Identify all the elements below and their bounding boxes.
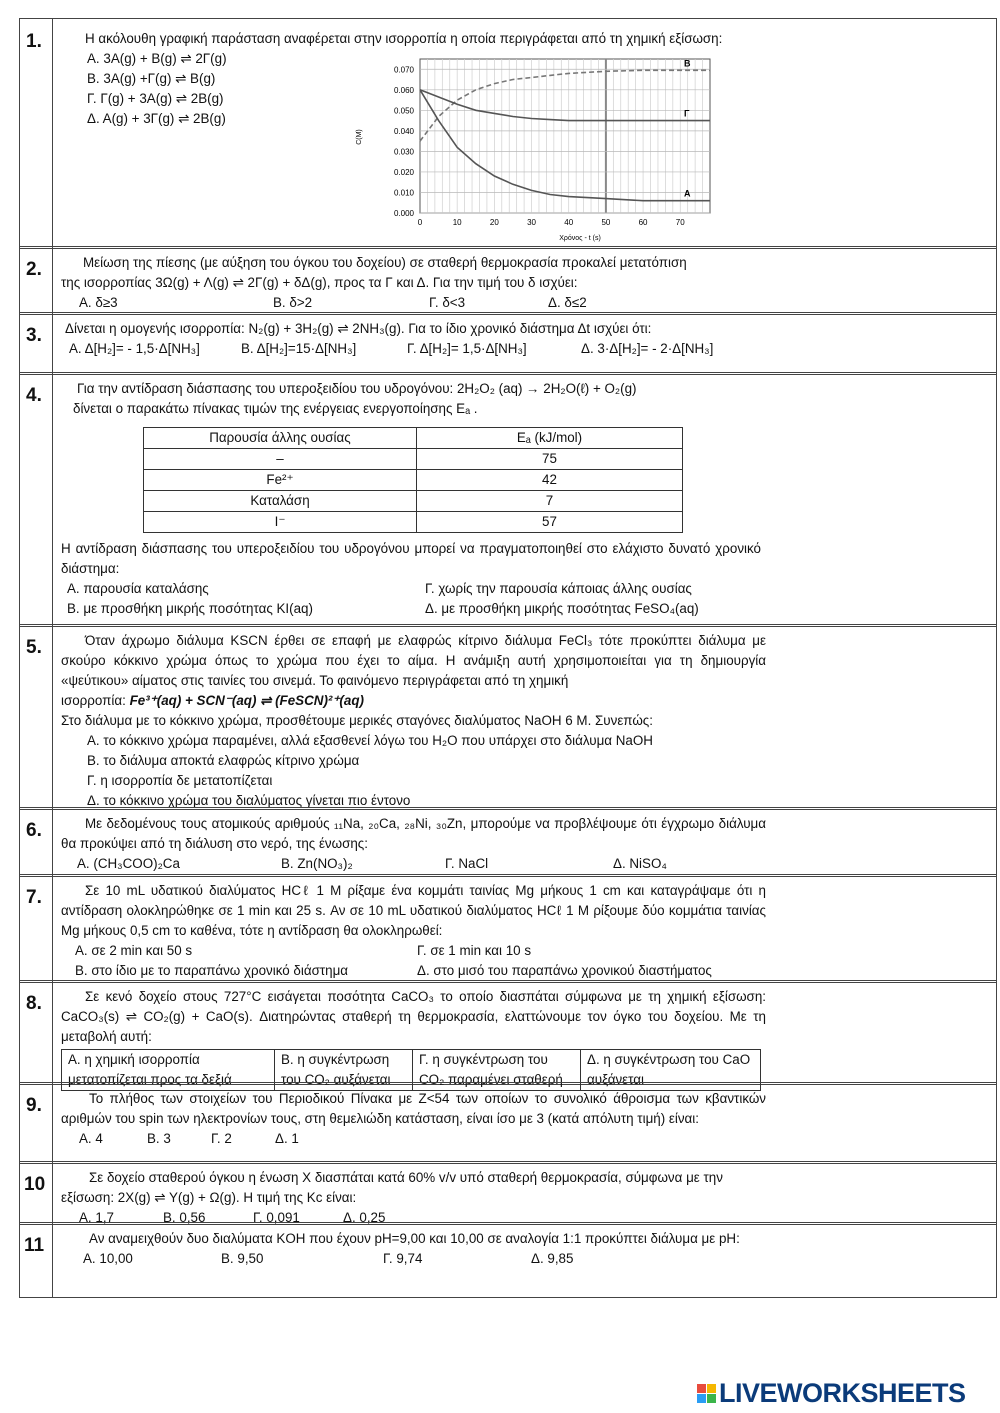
option[interactable]: Α. σε 2 min και 50 s [75,943,193,958]
option[interactable]: Δ. 9,85 [531,1251,574,1266]
table-header: Eₐ (kJ/mol) [417,428,683,449]
x-tick-label: 0 [417,218,423,227]
option[interactable]: Γ. 2 [211,1131,232,1146]
question-text: Στο διάλυμα με το κόκκινο χρώμα, προσθέτουμε μερικές σταγόνες διαλύματος NaOH 6 M. Συνεπώς: [61,713,653,728]
option[interactable]: Γ. η συγκέντρωση του CO₂ παραμένει σταθερή [413,1050,581,1091]
question-number: 3. [20,313,53,374]
option[interactable]: Β. δ>2 [273,295,313,310]
option[interactable]: Β. με προσθήκη μικρής ποσότητας KI(aq) [67,601,313,616]
table-row: I⁻ 57 [144,512,683,533]
question-number: 2. [20,247,53,314]
option[interactable]: Γ. σε 1 min και 10 s [417,943,532,958]
x-axis-label: Χρόνος - t (s) [559,235,601,242]
x-tick-label: 60 [638,218,648,227]
question-text: Το πλήθος των στοιχείων του Περιοδικού Πίνακα με Z<54 των οποίων το συνολικό άθροισμα των κβαντικών αριθμών του spin των ηλεκτρονίων τους, στη θεμελιώδη κατάσταση, είναι ίσο με 3 (κατά απόλυτη τιμή) είναι: [61,1091,766,1126]
x-tick-label: 50 [601,218,611,227]
question-number: 6. [20,808,53,876]
question-text: Δίνεται η ομογενής ισορροπία: N₂(g) + 3H₂(g) ⇌ 2NH₃(g). Για το ίδιο χρονικό διάστημα Δt ισχύει ότι: [65,321,652,336]
logo-icon [697,1384,716,1403]
y-axis-label: C(M) [356,129,363,145]
question-6 [19,807,997,877]
option[interactable]: Α. δ≥3 [79,295,118,310]
question-5 [19,624,997,810]
y-tick-label: 0.000 [393,209,414,218]
series-label: Α [683,188,691,199]
question-8 [19,980,997,1085]
option[interactable]: Γ. 9,74 [383,1251,423,1266]
y-tick-label: 0.020 [393,167,414,177]
equation: Fe³⁺(aq) + SCN⁻(aq) ⇌ (FeSCN)²⁺(aq) [129,693,364,708]
question-text: Αν αναμειχθούν δυο διαλύματα KOH που έχουν pH=9,00 και 10,00 σε αναλογία 1:1 προκύπτει διάλυμα με pH: [89,1231,740,1246]
question-text: Για την αντίδραση διάσπασης του υπεροξειδίου του υδρογόνου: 2H₂O₂ (aq) → 2H₂O(ℓ) + O₂(g) [77,381,637,396]
question-10 [19,1161,997,1225]
option[interactable]: Δ. στο μισό του παραπάνω χρονικού διαστήματος [417,963,712,978]
option[interactable]: Γ. Δ[H₂]= 1,5·Δ[NH₃] [407,341,527,356]
question-number: 9. [20,1083,53,1163]
question-3 [19,312,997,375]
x-tick-label: 20 [489,218,499,227]
option[interactable]: Β. η συγκέντρωση του CO₂ αυξάνεται [275,1050,413,1091]
series-label: Γ [683,108,690,119]
option[interactable]: Γ. χωρίς την παρουσία κάποιας άλλης ουσίας [425,581,692,596]
series-label: Β [683,58,691,69]
option[interactable]: Α. 4 [79,1131,103,1146]
option[interactable]: Δ. NiSO₄ [613,856,667,871]
question-1 [19,18,997,249]
option[interactable]: Δ. 3·Δ[H₂]= - 2·Δ[NH₃] [581,341,714,356]
question-number: 1. [20,19,53,248]
option[interactable]: Δ. το κόκκινο χρώμα του διαλύματος γίνεται πιο έντονο [87,793,411,808]
option[interactable]: Α. 1,7 [79,1210,114,1225]
question-9 [19,1082,997,1164]
option[interactable]: Β. 3 [147,1131,171,1146]
y-tick-label: 0.010 [393,188,414,198]
question-number: 4. [20,373,53,626]
question-number: 8. [20,981,53,1084]
option[interactable]: Α. το κόκκινο χρώμα παραμένει, αλλά εξασθενεί λόγω του H₂O που υπάρχει στο διάλυμα NaOH [87,733,653,748]
option[interactable]: Β. Δ[H₂]=15·Δ[NH₃] [241,341,357,356]
question-text: Η ακόλουθη γραφική παράσταση αναφέρεται στην ισορροπία η οποία περιγράφεται από τη χημική εξίσωση: [85,31,723,46]
table-header: Παρουσία άλλης ουσίας [144,428,417,449]
question-text: Σε δοχείο σταθερού όγκου η ένωση X διασπάται κατά 60% v/v υπό σταθερή θερμοκρασία, σύμφωνα με την εξίσωση: 2X(g) ⇌ Y(g) + Ω(g). Η τιμή της Kc είναι: [61,1170,723,1205]
table-row: – 75 [144,449,683,470]
option[interactable]: Δ. 0,25 [343,1210,386,1225]
question-text: Όταν άχρωμο διάλυμα KSCN έρθει σε επαφή με ελαφρώς κίτρινο διάλυμα FeCl₃ τότε προκύπτει διάλυμα με σκούρο κόκκινο χρώμα όπως το χρώμα που έχει το αίμα. Η ανάμιξη αυτή χρησιμοποιείται για τη δημιουργία «ψεύτικου» αίματος στις ταινίες του σινεμά. Το φαινόμενο περιγράφεται από τη χημική [61,633,766,688]
x-tick-label: 10 [452,218,462,227]
option[interactable]: Γ. NaCl [445,856,489,871]
option[interactable]: Γ. η ισορροπία δε μετατοπίζεται [87,773,273,788]
question-text: ισορροπία: Fe³⁺(aq) + SCN⁻(aq) ⇌ (FeSCN)²⁺(aq) [61,693,364,708]
option[interactable]: Δ. η συγκέντρωση του CaO αυξάνεται [581,1050,761,1091]
question-number: 11 [20,1223,53,1297]
question-number: 10 [20,1162,53,1224]
option[interactable]: Γ. 0,091 [253,1210,300,1225]
liveworksheets-logo [697,1378,966,1408]
y-tick-label: 0.070 [393,65,414,75]
plot-area [420,59,710,213]
option[interactable]: Β. στο ίδιο με το παραπάνω χρονικό διάστημα [75,963,349,978]
y-tick-label: 0.060 [393,85,414,95]
question-7 [19,874,997,983]
x-tick-label: 30 [527,218,536,227]
question-text: Σε κενό δοχείο στους 727°C εισάγεται ποσότητα CaCO₃ το οποίο διασπάται σύμφωνα με τη χημική εξίσωση: CaCO₃(s) ⇌ CO₂(g) + CaO(s). Διατηρώντας σταθερή τη θερμοκρασία, ελαττώνουμε τον όγκο του δοχείου. Με τη μεταβολή αυτή: [61,989,766,1044]
option[interactable]: Δ. 1 [275,1131,299,1146]
option[interactable]: Α. (CH₃COO)₂Ca [77,856,180,871]
option[interactable]: Γ. δ<3 [429,295,466,310]
table-row: Καταλάση 7 [144,491,683,512]
option[interactable]: Β. το διάλυμα αποκτά ελαφρώς κίτρινο χρώμα [87,753,360,768]
option[interactable]: Α. 10,00 [83,1251,133,1266]
question-number: 5. [20,625,53,809]
y-tick-label: 0.050 [393,106,414,116]
x-tick-label: 40 [564,218,574,227]
table-row: Fe²⁺ 42 [144,470,683,491]
question-4 [19,372,997,627]
equilibrium-chart [350,53,730,243]
option[interactable]: Α. παρουσία καταλάσης [67,581,209,596]
option[interactable]: Β. 9,50 [221,1251,264,1266]
logo-text: LIVEWORKSHEETS [719,1377,966,1408]
option[interactable]: Β. Zn(NO₃)₂ [281,856,353,871]
activation-energy-table [143,427,683,533]
option[interactable]: Δ. Α(g) + 3Γ(g) ⇌ 2Β(g) [87,111,226,126]
y-tick-label: 0.030 [393,147,414,157]
option[interactable]: Δ. δ≤2 [548,295,587,310]
x-tick-label: 70 [675,218,685,227]
option[interactable]: Β. 0,56 [163,1210,206,1225]
question-11 [19,1222,997,1298]
option[interactable]: Γ. Γ(g) + 3Α(g) ⇌ 2Β(g) [87,91,224,106]
question-text: της ισορροπίας 3Ω(g) + Λ(g) ⇌ 2Γ(g) + δΔ(g), προς τα Γ και Δ. Για την τιμή του δ ισχύει: [61,275,578,290]
question-text: Μείωση της πίεσης (με αύξηση του όγκου του δοχείου) σε σταθερή θερμοκρασία προκαλεί μετατόπιση [83,255,687,270]
option[interactable]: Α. η χημική ισορροπία μετατοπίζεται προς τα δεξιά [62,1050,275,1091]
option[interactable]: Β. 3Α(g) +Γ(g) ⇌ Β(g) [87,71,216,86]
y-tick-label: 0.040 [393,126,414,136]
question-text: Με δεδομένους τους ατομικούς αριθμούς ₁₁Na, ₂₀Ca, ₂₈Ni, ₃₀Zn, μπορούμε να προβλέψουμε ότι έγχρωμο διάλυμα θα προκύψει από τη διάλυση στο νερό, της ένωσης: [61,816,766,851]
option[interactable]: Α. Δ[H₂]= - 1,5·Δ[NH₃] [69,341,200,356]
question-2 [19,246,997,315]
option[interactable]: Α. 3Α(g) + Β(g) ⇌ 2Γ(g) [87,51,227,66]
question-number: 7. [20,875,53,982]
question-text: Η αντίδραση διάσπασης του υπεροξειδίου του υδρογόνου μπορεί να πραγματοποιηθεί στο ελάχιστο δυνατό χρονικό διάστημα: [61,541,761,576]
option[interactable]: Δ. με προσθήκη μικρής ποσότητας FeSO₄(aq) [425,601,699,616]
question-text: Σε 10 mL υδατικού διαλύματος HCℓ 1 M ρίξαμε ένα κομμάτι ταινίας Mg μήκους 1 cm και καταγράψαμε ότι η αντίδραση ολοκληρώθηκε σε 1 min και 25 s. Αν σε 10 mL υδατικού διαλύματος HCℓ 1 M ρίξουμε δύο κομμάτια ταινίας Mg μήκους 0,5 cm το καθένα, τότε η αντίδραση θα ολοκληρωθεί: [61,883,766,938]
question-text: δίνεται ο παρακάτω πίνακας τιμών της ενέργειας ενεργοποίησης Eₐ . [73,401,478,416]
